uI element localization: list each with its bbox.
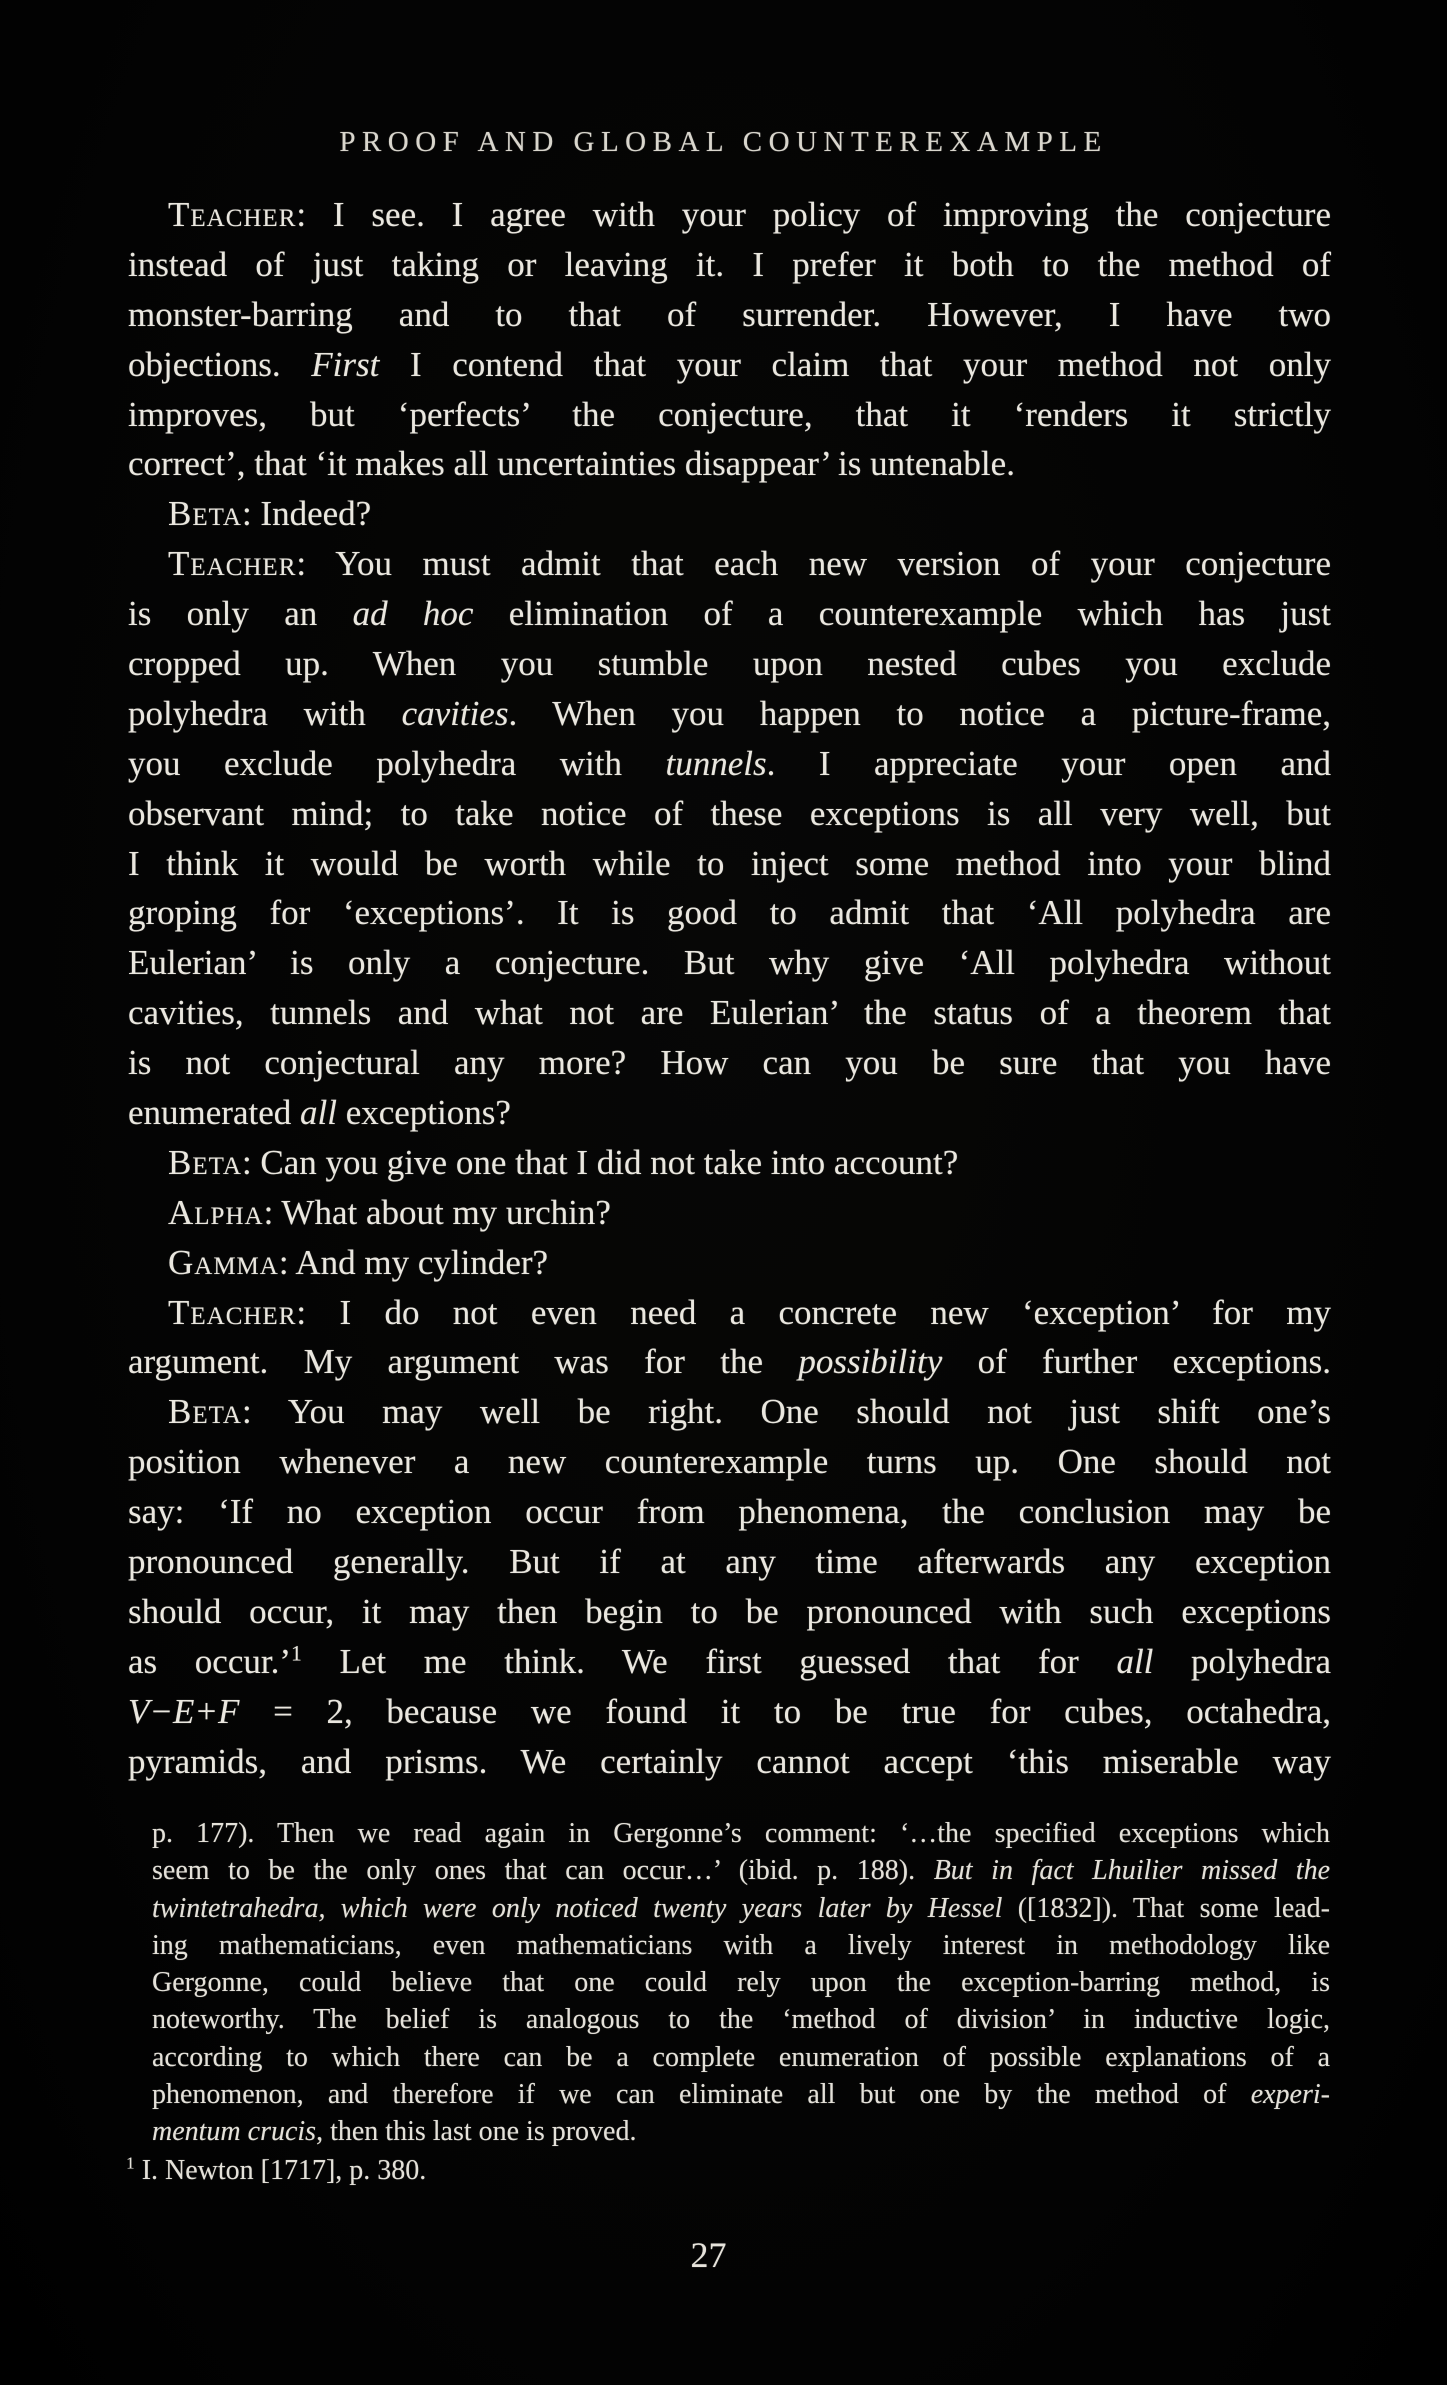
text-run: all bbox=[300, 1093, 337, 1133]
text-line bbox=[128, 1587, 1331, 1637]
footnote-continuation bbox=[152, 1815, 1330, 2151]
text-line bbox=[128, 190, 1331, 240]
text-line bbox=[128, 1038, 1331, 1088]
text-line bbox=[128, 1288, 1331, 1338]
text-run: according to which there can be a complete enumeration of possible explanations of a bbox=[152, 2041, 1330, 2073]
text-run: mentum crucis bbox=[152, 2116, 317, 2148]
text-run: pyramids, and prisms. We certainly cannot accept ‘this miserable way bbox=[128, 1741, 1331, 1781]
text-run: But in fact Lhuilier missed the bbox=[933, 1855, 1331, 1887]
text-line bbox=[128, 340, 1331, 390]
text-run: of further exceptions. bbox=[942, 1342, 1331, 1382]
text-run: ad hoc bbox=[352, 594, 474, 634]
text-line bbox=[128, 888, 1331, 938]
page-number: 27 bbox=[690, 2235, 727, 2275]
text-run: all bbox=[1116, 1641, 1154, 1681]
text-run: : And my cylinder? bbox=[278, 1242, 549, 1282]
text-run: = 2, because we found it to be true for cubes, octahedra, bbox=[239, 1691, 1331, 1731]
text-run: p. 177). Then we read again in Gergonne’s comment: ‘…the specified exceptions which bbox=[152, 1818, 1330, 1849]
speaker-name: Gamma bbox=[168, 1242, 279, 1282]
footnote-line bbox=[126, 2152, 1330, 2189]
text-run: phenomenon, and therefore if we can eliminate all but one by the method of bbox=[152, 2079, 1251, 2111]
text-run: Eulerian’ is only a conjecture. But why give ‘All polyhedra without bbox=[128, 943, 1331, 983]
text-run: I think it would be worth while to inject some method into your blind bbox=[128, 843, 1331, 883]
text-line bbox=[128, 639, 1331, 689]
text-run: ing mathematicians, even mathematicians with a lively interest in methodology like bbox=[152, 1929, 1330, 1961]
text-line bbox=[128, 240, 1331, 290]
text-run: say: ‘If no exception occur from phenomena, the conclusion may be bbox=[128, 1492, 1331, 1532]
speaker-name: Teacher bbox=[168, 544, 297, 584]
text-line bbox=[128, 1138, 1331, 1188]
text-run: possibility bbox=[798, 1342, 943, 1382]
text-line bbox=[128, 689, 1331, 739]
text-run: groping for ‘exceptions’. It is good to admit that ‘All polyhedra are bbox=[128, 893, 1331, 933]
text-run: : Indeed? bbox=[241, 494, 372, 534]
footnote-line bbox=[152, 2039, 1330, 2076]
footnote-line bbox=[152, 1927, 1330, 1964]
text-run: I. Newton [1717], p. 380. bbox=[134, 2155, 427, 2186]
text-run: should occur, it may then begin to be pronounced with such exceptions bbox=[128, 1591, 1331, 1631]
text-run: First bbox=[311, 344, 380, 384]
text-line bbox=[128, 988, 1331, 1038]
text-line bbox=[128, 589, 1331, 639]
text-run: cavities bbox=[401, 693, 509, 733]
text-run: argument. My argument was for the bbox=[128, 1342, 799, 1382]
text-line bbox=[128, 1088, 1331, 1138]
footnote-line bbox=[152, 1852, 1330, 1889]
text-run: V−E+F bbox=[128, 1691, 240, 1731]
text-run: elimination of a counterexample which has just bbox=[473, 594, 1331, 634]
text-line bbox=[128, 1637, 1331, 1687]
text-run: you exclude polyhedra with bbox=[128, 743, 666, 783]
speaker-name: Beta bbox=[168, 1142, 242, 1182]
text-line bbox=[128, 1687, 1331, 1737]
text-run: , then this last one is proved. bbox=[316, 2116, 637, 2148]
footnote-line bbox=[152, 2076, 1330, 2113]
text-line bbox=[128, 539, 1331, 589]
text-run: : You must admit that each new version of your conjecture bbox=[296, 544, 1331, 584]
footnote-line bbox=[152, 1890, 1330, 1927]
footnote-line bbox=[152, 2113, 1330, 2150]
text-line bbox=[128, 789, 1331, 839]
text-run: : I do not even need a concrete new ‘exception’ for my bbox=[296, 1292, 1331, 1332]
text-run: Gergonne, could believe that one could rely upon the exception-barring method, is bbox=[152, 1967, 1330, 1999]
text-run: seem to be the only ones that can occur…’ (ibid. p. 188). bbox=[152, 1855, 934, 1887]
text-line bbox=[128, 1537, 1331, 1587]
text-line bbox=[128, 1238, 1331, 1288]
text-run: enumerated bbox=[128, 1093, 300, 1133]
footnote-line bbox=[152, 1815, 1330, 1852]
text-run: exceptions? bbox=[336, 1093, 511, 1133]
speaker-name: Beta bbox=[168, 494, 242, 534]
text-line bbox=[128, 290, 1331, 340]
text-run: is not conjectural any more? How can you be sure that you have bbox=[128, 1043, 1331, 1083]
text-run: I contend that your claim that your method not only bbox=[379, 344, 1331, 384]
text-run: . I appreciate your open and bbox=[766, 743, 1331, 783]
text-run: polyhedra with bbox=[128, 693, 402, 733]
text-line bbox=[128, 1487, 1331, 1537]
text-run: monster-barring and to that of surrender. However, I have two bbox=[128, 294, 1331, 334]
text-run: : You may well be right. One should not just shift one’s bbox=[241, 1392, 1331, 1432]
text-run: is only an bbox=[128, 594, 353, 634]
text-line bbox=[128, 489, 1331, 539]
text-run: cavities, tunnels and what not are Eulerian’ the status of a theorem that bbox=[128, 993, 1331, 1033]
text-run: 1 bbox=[126, 2153, 135, 2173]
text-run: as occur.’ bbox=[128, 1641, 292, 1681]
footnote-line bbox=[152, 2001, 1330, 2038]
footnote-line bbox=[152, 1964, 1330, 2001]
text-run: noteworthy. The belief is analogous to the ‘method of division’ in inductive logic, bbox=[152, 2004, 1330, 2036]
text-run: observant mind; to take notice of these exceptions is all very well, but bbox=[128, 793, 1331, 833]
footnote-newton bbox=[126, 2152, 1330, 2189]
text-run: . When you happen to notice a picture-frame, bbox=[508, 693, 1331, 733]
text-line bbox=[128, 739, 1331, 789]
speaker-name: Teacher bbox=[168, 195, 297, 234]
text-run: 1 bbox=[291, 1641, 302, 1666]
text-run: improves, but ‘perfects’ the conjecture, that it ‘renders it strictly bbox=[128, 394, 1331, 434]
text-line bbox=[128, 1737, 1331, 1787]
text-line bbox=[128, 839, 1331, 889]
speaker-name: Teacher bbox=[168, 1292, 297, 1332]
text-line bbox=[128, 938, 1331, 988]
text-run: cropped up. When you stumble upon nested cubes you exclude bbox=[128, 644, 1331, 684]
text-run: twintetrahedra, which were only noticed twenty years later by Hessel bbox=[152, 1892, 1003, 1924]
text-line bbox=[128, 390, 1331, 440]
text-run: instead of just taking or leaving it. I prefer it both to the method of bbox=[128, 244, 1331, 284]
speaker-name: Beta bbox=[168, 1392, 242, 1432]
text-run: tunnels bbox=[665, 743, 767, 783]
text-run: : I see. I agree with your policy of improving the conjecture bbox=[296, 195, 1331, 234]
text-run: polyhedra bbox=[1153, 1641, 1332, 1681]
text-run: correct’, that ‘it makes all uncertainties disappear’ is untenable. bbox=[128, 444, 1015, 484]
main-text bbox=[128, 190, 1331, 1787]
text-run: ([1832]). That some lead- bbox=[1002, 1892, 1330, 1924]
text-line bbox=[128, 1387, 1331, 1437]
running-head: PROOF AND GLOBAL COUNTEREXAMPLE bbox=[339, 126, 1108, 158]
text-run: : What about my urchin? bbox=[263, 1192, 611, 1232]
text-run: position whenever a new counterexample turns up. One should not bbox=[128, 1442, 1331, 1482]
text-run: Let me think. We first guessed that for bbox=[301, 1641, 1117, 1681]
speaker-name: Alpha bbox=[168, 1192, 264, 1232]
text-line bbox=[128, 439, 1331, 489]
text-run: pronounced generally. But if at any time afterwards any exception bbox=[128, 1542, 1331, 1582]
text-run: : Can you give one that I did not take into account? bbox=[241, 1142, 959, 1182]
text-run: objections. bbox=[128, 344, 312, 384]
text-line bbox=[128, 1188, 1331, 1238]
text-line bbox=[128, 1337, 1331, 1387]
text-line bbox=[128, 1437, 1331, 1487]
text-run: experi- bbox=[1250, 2079, 1330, 2111]
